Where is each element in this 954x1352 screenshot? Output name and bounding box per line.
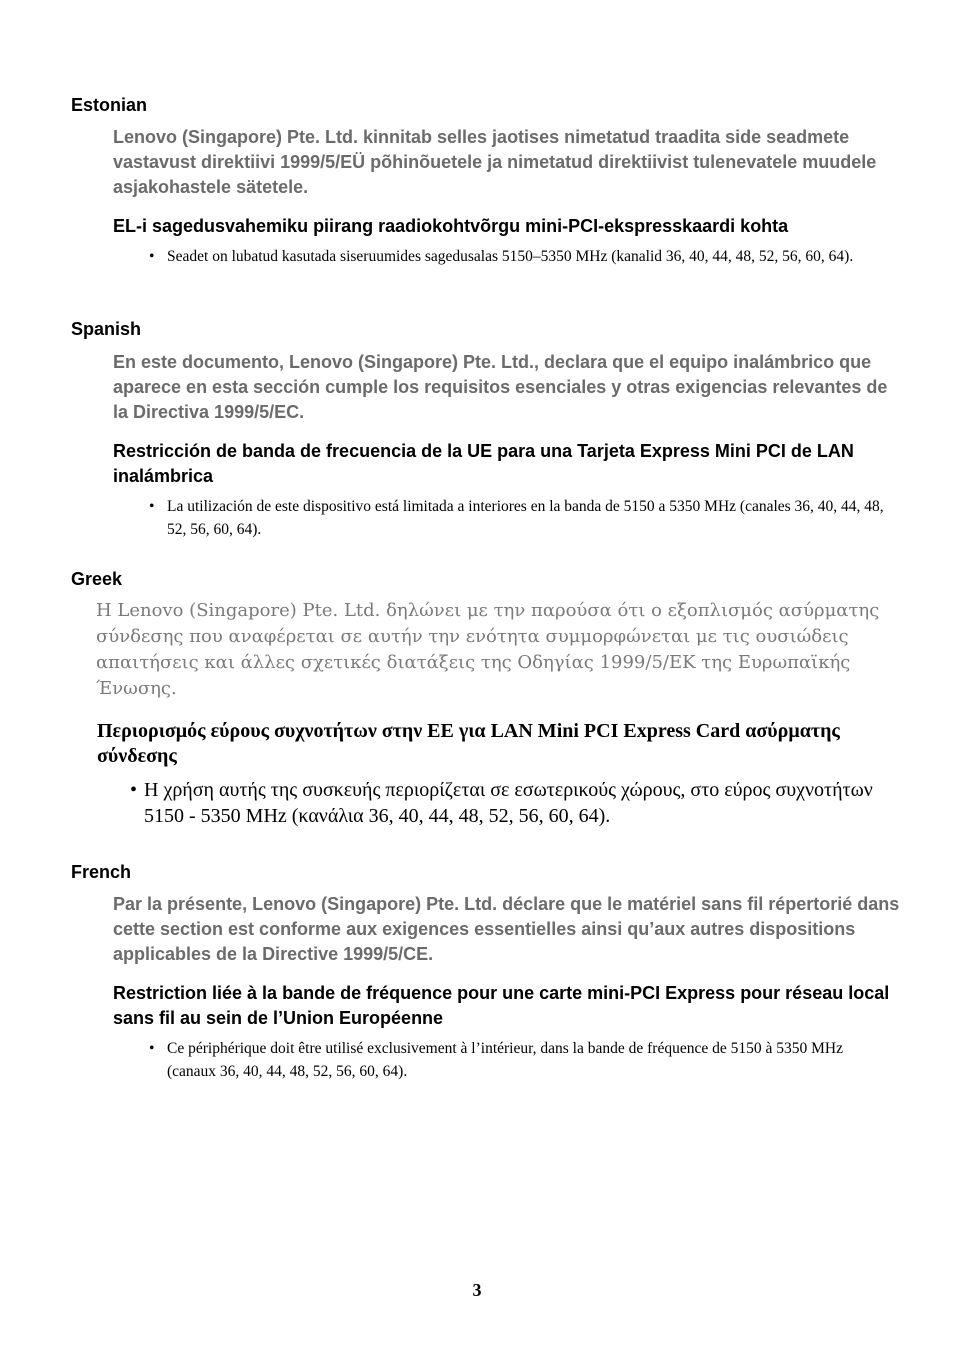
bullet-icon: •: [149, 1040, 155, 1057]
list-item: [130, 777, 910, 829]
restriction-heading-greek: Περιορισμός εύρους συχνοτήτων στην ΕΕ για LAN Mini PCI Express Card ασύρματης σύνδεσης: [97, 720, 840, 767]
declaration-french: Par la présente, Lenovo (Singapore) Pte. Ltd. déclare que le matériel sans fil répertorié dans cette section est conforme aux exigences essentielles ainsi qu’aux autres dispositions applicables de la Directive 1999/5/CE.: [113, 894, 900, 964]
list-item: [149, 245, 889, 268]
bullet-text-spanish: La utilización de este dispositivo está limitada a interiores en la banda de 5150 a 5350 MHz (canales 36, 40, 44, 48, 52, 56, 60, 64).: [167, 498, 884, 538]
bullet-icon: •: [149, 498, 155, 515]
section-heading-estonian: Estonian: [71, 95, 148, 115]
bullet-icon: •: [149, 248, 155, 265]
declaration-spanish: En este documento, Lenovo (Singapore) Pte. Ltd., declara que el equipo inalámbrico que aparece en esta sección cumple los requisitos esenciales y otras exigencias relevantes de la Directiva 1999/5/EC.: [113, 352, 888, 422]
section-heading-french: French: [71, 862, 132, 882]
bullet-text-estonian: Seadet on lubatud kasutada siseruumides sagedusalas 5150–5350 MHz (kanalid 36, 40, 44, 48, 52, 56, 60, 64).: [167, 248, 854, 265]
declaration-estonian: Lenovo (Singapore) Pte. Ltd. kinnitab selles jaotises nimetatud traadita side seadmete vastavust direktiivi 1999/5/EÜ põhinõuetele ja nimetatud direktiivist tulenevatele muudele asjakohastele sätetele.: [113, 127, 877, 197]
restriction-heading-french: Restriction liée à la bande de fréquence pour une carte mini-PCI Express pour réseau local sans fil au sein de l’Union Européenne: [113, 983, 890, 1028]
restriction-heading-spanish: Restricción de banda de frecuencia de la UE para una Tarjeta Express Mini PCI de LAN inalámbrica: [113, 441, 854, 486]
bullet-text-french: Ce périphérique doit être utilisé exclusivement à l’intérieur, dans la bande de fréquence de 5150 à 5350 MHz (canaux 36, 40, 44, 48, 52, 56, 60, 64).: [167, 1040, 843, 1080]
page-number: 3: [472, 1280, 482, 1300]
list-item: [149, 1037, 889, 1083]
list-item: [149, 495, 889, 541]
bullet-text-greek: Η χρήση αυτής της συσκευής περιορίζεται σε εσωτερικούς χώρους, στο εύρος συχνοτήτων 5150 - 5350 MHz (κανάλια 36, 40, 44, 48, 52, 56, 60, 64).: [144, 779, 873, 827]
section-heading-greek: Greek: [71, 569, 123, 589]
restriction-heading-estonian: EL-i sagedusvahemiku piirang raadiokohtvõrgu mini-PCI-ekspresskaardi kohta: [113, 216, 789, 236]
bullet-icon: •: [130, 779, 138, 801]
section-heading-spanish: Spanish: [71, 319, 142, 339]
declaration-greek: Η Lenovo (Singapore) Pte. Ltd. δηλώνει με την παρούσα ότι ο εξοπλισμός ασύρματης σύνδεσης που αναφέρεται σε αυτήν την ενότητα συμμορφώνεται με τις ουσιώδεις απαιτήσεις και άλλες σχετικές διατάξεις της Οδηγίας 1999/5/ΕΚ της Ευρωπαϊκής Ένωσης.: [96, 600, 880, 699]
